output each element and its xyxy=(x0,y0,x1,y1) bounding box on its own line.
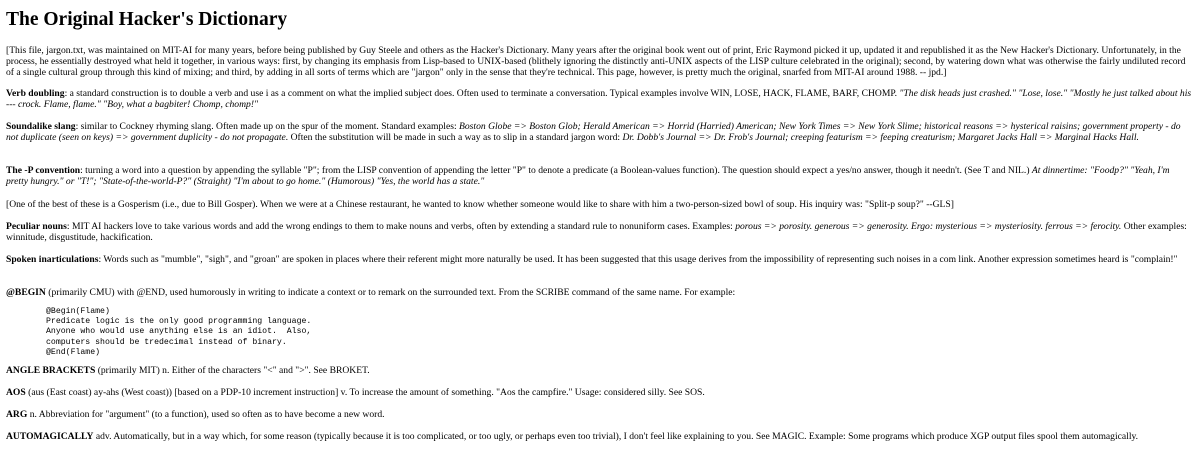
example-text: "The disk heads just crashed." "Lose, lose." "Mostly he just talked about his --- crock. Flame, flame." "Boy, what a bagbiter! Chomp, chomp!" xyxy=(6,88,1192,110)
entry-spoken-inarticulations xyxy=(6,254,1192,265)
definition-text: n. Abbreviation for "argument" (to a function), used so often as to have become a new word. xyxy=(27,409,385,420)
definition-text: Often the substitution will be made in such a way as to slip in a standard jargon word: xyxy=(288,132,623,143)
example-text: Dr. Dobb's Journal => Dr. Frob's Journal; creeping featurism => feeping creaturism; Margaret Jacks Hall => Marginal Hacks Hall. xyxy=(622,132,1139,143)
term-aos: AOS xyxy=(6,387,26,398)
definition-text: (primarily CMU) with @END, used humorously in writing to indicate a context or to remark on the surrounded text. From the SCRIBE command of the same name. For example: xyxy=(45,287,736,298)
term-angle-brackets: ANGLE BRACKETS xyxy=(6,365,96,376)
definition-text: : MIT AI hackers love to take various words and add the wrong endings to them to make nouns and verbs, often by extending a standard rule to nonuniform cases. Examples: xyxy=(66,221,736,232)
example-text: At dinnertime: "Foodp?" "Yeah, I'm pretty hungry." or "T!"; "State-of-the-world-P?" (Straight) "I'm about to go home." (Humorous) "Yes, the world has a state." xyxy=(6,165,1170,187)
page-title: The Original Hacker's Dictionary xyxy=(6,9,288,30)
entry-aos xyxy=(6,387,1192,398)
definition-text: : Words such as "mumble", "sigh", and "groan" are spoken in places where their referent might more naturally be used. It has been suggested that this usage derives from the impossibility of representing such noises in a com link. Another expression sometimes heard is "complain!" xyxy=(98,254,1178,265)
entry-angle-brackets xyxy=(6,365,1192,376)
term-verb-doubling: Verb doubling xyxy=(6,88,65,99)
entry-p-convention xyxy=(6,165,1192,187)
definition-text: adv. Automatically, but in a way which, for some reason (typically because it is too complicated, or too ugly, or perhaps even too trivial), I don't feel like explaining to you. See MAGIC. Example: Some programs which produce XGP output files spool them automagically. xyxy=(93,431,1139,442)
term-soundalike-slang: Soundalike slang xyxy=(6,121,76,132)
entry-verb-doubling xyxy=(6,88,1192,110)
definition-text: (primarily MIT) n. Either of the characters "<" and ">". See BROKET. xyxy=(95,365,370,376)
term-peculiar-nouns: Peculiar nouns xyxy=(6,221,67,232)
entry-begin xyxy=(6,287,1192,298)
example-text: porous => porosity. generous => generosity. Ergo: mysterious => mysteriosity. ferrous => ferocity. xyxy=(735,221,1122,232)
definition-text: Other examples: winnitude, disgustitude, hackification. xyxy=(6,221,1187,243)
gosperism-paragraph: [One of the best of these is a Gosperism (i.e., due to Bill Gosper). When we were at a Chinese restaurant, he wanted to know whether someone would like to share with him a two-person-sized bowl of soup. His inquiry was: "Split-p soup?" --GLS] xyxy=(6,199,954,210)
code-example: @Begin(Flame) Predicate logic is the only good programming language. Anyone who would use anything else is an idiot. Also, computers should be tredecimal instead of binary. @End(Flame) xyxy=(46,307,312,357)
term-arg: ARG xyxy=(6,409,28,420)
definition-text: (aus (East coast) ay-ahs (West coast)) [based on a PDP-10 increment instruction] v. To increase the amount of something. "Aos the campfire." Usage: considered silly. See SOS. xyxy=(25,387,705,398)
term-p-convention: The -P convention xyxy=(6,165,81,176)
term-begin: @BEGIN xyxy=(6,287,46,298)
entry-arg xyxy=(6,409,1192,420)
definition-text: : a standard construction is to double a verb and use i as a comment on what the implied subject does. Often used to terminate a conversation. Typical examples involve WIN, LOSE, HACK, FLAME, BARF, CHOMP. xyxy=(64,88,900,99)
term-automagically: AUTOMAGICALLY xyxy=(6,431,94,442)
example-text: Boston Globe => Boston Glob; Herald American => Horrid (Harried) American; New York Times => New York Slime; historical reasons => hysterical raisins; government property - do not duplicate (seen on keys) => government duplicity - do not propagate. xyxy=(6,121,1181,143)
entry-peculiar-nouns xyxy=(6,221,1192,243)
definition-text: : similar to Cockney rhyming slang. Often made up on the spur of the moment. Standard examples: xyxy=(75,121,460,132)
entry-soundalike-slang xyxy=(6,121,1192,143)
entry-automagically xyxy=(6,431,1192,442)
term-spoken-inarticulations: Spoken inarticulations xyxy=(6,254,99,265)
definition-text: : turning a word into a question by appending the syllable "P"; from the LISP convention of appending the letter "P" to denote a predicate (a Boolean-values function). The question should expect a yes/no answer, though it needn't. (See T and NIL.) xyxy=(80,165,1032,176)
intro-paragraph: [This file, jargon.txt, was maintained on MIT-AI for many years, before being published by Guy Steele and others as the Hacker's Dictionary. Many years after the original book went out of print, Eric Raymond picked it up, updated it and republished it as the New Hacker's Dictionary. Unfortunately, in the process, he essentially destroyed what held it together, in various ways: first, by changing its emphasis from Lisp-based to UNIX-based (blithely ignoring the distinctly anti-UNIX aspects of the LISP culture celebrated in the original); second, by watering down what was otherwise the fairly undiluted record of a single cultural group through this kind of mixing; and third, by adding in all sorts of terms which are "jargon" only in the sense that they're technical. This page, however, is pretty much the original, snarfed from MIT-AI around 1988. -- jpd.] xyxy=(6,45,1186,78)
